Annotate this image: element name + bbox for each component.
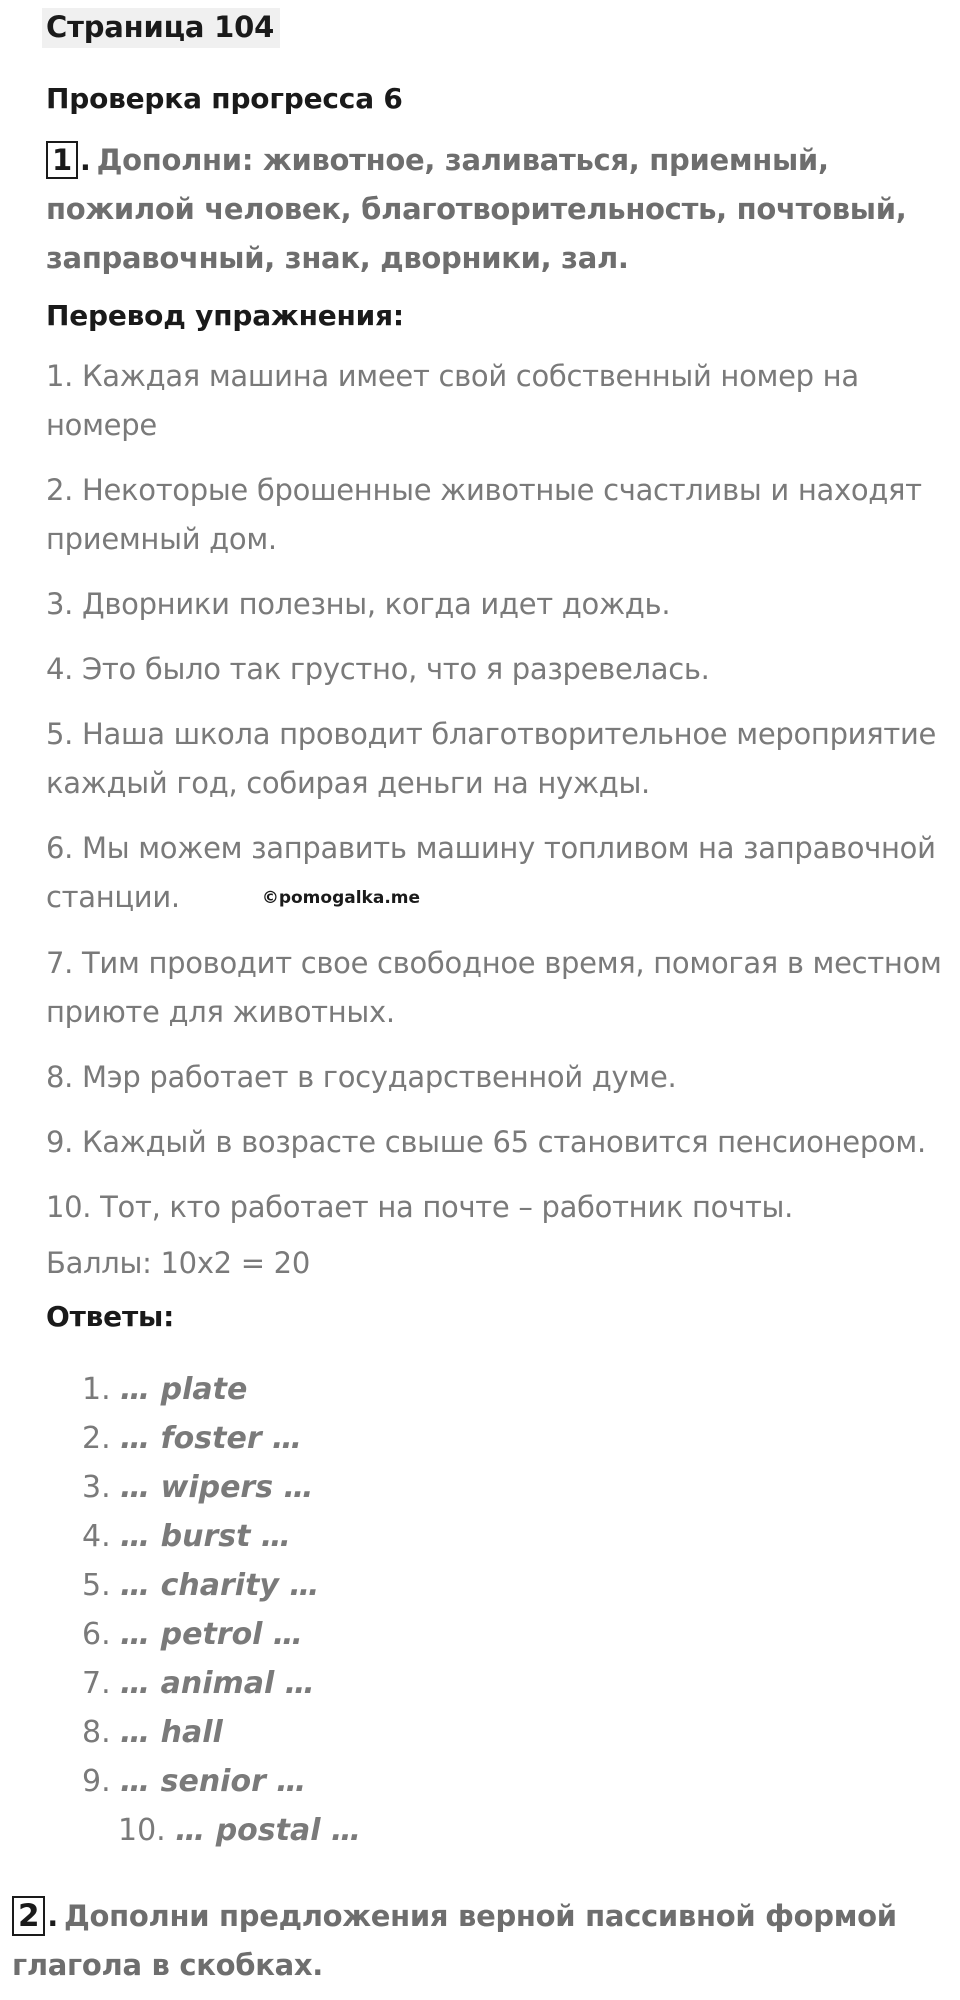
task-1-number: 1	[46, 141, 78, 179]
task-1-text: Дополни: животное, заливаться, приемный, пожилой человек, благотворительность, почтовый, заправочный, знак, дворники, зал.	[46, 143, 907, 275]
answer-text: … hall	[120, 1715, 223, 1750]
answer-number: 3.	[82, 1470, 111, 1505]
task-2-number-dot: .	[47, 1899, 58, 1933]
task-2-text: Дополни предложения верной пассивной формой глагола в скобках.	[12, 1899, 897, 1982]
task-1	[46, 136, 946, 283]
answer-number: 10.	[118, 1813, 166, 1848]
answer-text: … senior …	[120, 1764, 307, 1799]
translation-item: 9. Каждый в возрасте свыше 65 становится пенсионером.	[46, 1125, 926, 1159]
translation-item: 4. Это было так грустно, что я разревелась.	[46, 652, 710, 686]
task-1-number-dot: .	[79, 143, 91, 177]
watermark: ©pomogalka.me	[261, 888, 421, 908]
translation-item-with-watermark	[46, 824, 946, 923]
answers-list	[82, 1365, 946, 1855]
answer-number: 5.	[82, 1568, 111, 1603]
translation-item: 3. Дворники полезны, когда идет дождь.	[46, 587, 671, 621]
answer-number: 6.	[82, 1617, 111, 1652]
answer-text: … animal …	[120, 1666, 315, 1701]
answer-number: 1.	[82, 1372, 111, 1407]
answer-item	[82, 1659, 946, 1708]
answer-number: 4.	[82, 1519, 111, 1554]
answer-item	[82, 1708, 946, 1757]
answer-item	[82, 1414, 946, 1463]
answer-text: … plate	[120, 1372, 248, 1407]
translation-item: 10. Тот, кто работает на почте – работник почты.	[46, 1190, 794, 1224]
page-content	[46, 8, 946, 1855]
answer-item	[82, 1512, 946, 1561]
score: Баллы: 10х2 = 20	[46, 1246, 310, 1280]
answer-item	[82, 1365, 946, 1414]
task-2-number: 2	[12, 1896, 45, 1936]
translation-item: 5. Наша школа проводит благотворительное мероприятие каждый год, собирая деньги на нужды.	[46, 717, 937, 800]
answer-text: … foster …	[120, 1421, 303, 1456]
section-title: Проверка прогресса 6	[46, 82, 403, 115]
answers-heading: Ответы:	[46, 1300, 175, 1333]
translation-list	[46, 352, 946, 1232]
answer-item	[82, 1610, 946, 1659]
answer-number: 8.	[82, 1715, 111, 1750]
translation-item: 1. Каждая машина имеет свой собственный номер на номере	[46, 359, 859, 442]
answer-number: 7.	[82, 1666, 111, 1701]
task-2	[12, 1892, 952, 1990]
answer-number: 2.	[82, 1421, 111, 1456]
answer-item	[82, 1757, 946, 1806]
answer-number: 9.	[82, 1764, 111, 1799]
translation-item: 7. Тим проводит свое свободное время, помогая в местном приюте для животных.	[46, 946, 942, 1029]
answer-text: … burst …	[120, 1519, 291, 1554]
answer-item	[82, 1463, 946, 1512]
translation-item: 2. Некоторые брошенные животные счастливы и находят приемный дом.	[46, 473, 922, 556]
answer-item	[82, 1806, 946, 1855]
answer-text: … charity …	[120, 1568, 320, 1603]
translation-item: 8. Мэр работает в государственной думе.	[46, 1060, 677, 1094]
translation-item: 6. Мы можем заправить машину топливом на заправочной станции.	[46, 831, 936, 914]
answer-text: … petrol …	[120, 1617, 303, 1652]
answer-text: … wipers …	[120, 1470, 314, 1505]
page-label: Страница 104	[42, 8, 280, 48]
translation-heading: Перевод упражнения:	[46, 299, 404, 332]
answer-text: … postal …	[175, 1813, 361, 1848]
answer-item	[82, 1561, 946, 1610]
